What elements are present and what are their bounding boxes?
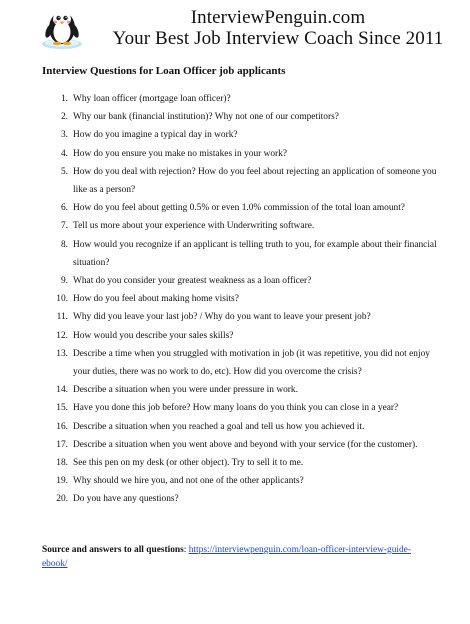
question-number: 19. <box>56 476 68 487</box>
question-number: 5. <box>60 166 68 177</box>
question-item <box>38 126 438 144</box>
question-number: 15. <box>56 403 68 414</box>
question-item <box>38 436 438 454</box>
question-text: Why should we hire you, and not one of the other applicants? <box>73 476 304 487</box>
question-item <box>38 381 438 399</box>
question-item <box>38 90 438 108</box>
question-number: 1. <box>60 94 68 104</box>
question-item <box>38 490 438 508</box>
source-link[interactable]: https://interviewpenguin.com/loan-officer-interview-guide-ebook/ <box>42 545 411 569</box>
question-number: 4. <box>60 148 68 159</box>
question-number: 13. <box>56 348 68 359</box>
question-number: 7. <box>60 221 68 232</box>
question-item <box>38 472 438 490</box>
question-number: 20. <box>56 494 68 505</box>
question-number: 12. <box>56 330 68 341</box>
question-item <box>38 199 438 217</box>
question-item <box>38 327 438 345</box>
question-text: Do you have any questions? <box>73 494 179 505</box>
question-number: 11. <box>56 312 68 323</box>
question-text: Why our bank (financial institution)? Why not one of our competitors? <box>73 112 339 123</box>
question-text: Have you done this job before? How many loans do you think you can close in a year? <box>73 403 399 414</box>
question-item <box>38 454 438 472</box>
question-text: What do you consider your greatest weakness as a loan officer? <box>73 276 312 287</box>
question-number: 2. <box>60 112 68 123</box>
question-item <box>38 217 438 235</box>
question-text: See this pen on my desk (or other object). Try to sell it to me. <box>73 458 304 469</box>
question-text: Tell us more about your experience with Underwriting software. <box>73 221 315 232</box>
question-item <box>38 145 438 163</box>
question-text: Describe a situation when you were under pressure in work. <box>73 385 298 396</box>
question-item <box>38 345 438 381</box>
source-separator: : <box>183 545 189 555</box>
question-number: 10. <box>56 294 68 305</box>
question-text: How do you ensure you make no mistakes in your work? <box>73 148 288 159</box>
question-number: 8. <box>60 239 68 250</box>
question-text: How would you recognize if an applicant is telling truth to you, for example about their financial situation? <box>73 239 437 268</box>
question-item <box>38 290 438 308</box>
question-number: 6. <box>60 203 68 214</box>
question-item <box>38 308 438 326</box>
site-tagline: Your Best Job Interview Coach Since 2011 <box>112 28 444 49</box>
question-text: Describe a situation when you reached a goal and tell us how you achieved it. <box>73 421 365 432</box>
question-number: 17. <box>56 439 68 450</box>
question-number: 9. <box>60 276 68 287</box>
document-title: Interview Questions for Loan Officer job applicants <box>42 65 286 77</box>
question-text: Why did you leave your last job? / Why do you want to leave your present job? <box>73 312 371 323</box>
question-text: How do you imagine a typical day in work? <box>73 130 238 141</box>
question-text: How do you deal with rejection? How do you feel about rejecting an application of someone you like as a person? <box>73 166 437 196</box>
header-text <box>88 8 468 50</box>
question-number: 14. <box>56 385 68 396</box>
question-text: Why loan officer (mortgage loan officer)? <box>73 94 231 104</box>
question-text: How do you feel about getting 0.5% or even 1.0% commission of the total loan amount? <box>73 203 405 214</box>
question-item <box>38 108 438 126</box>
question-number: 16. <box>56 421 68 432</box>
question-text: Describe a time when you struggled with motivation in job (it was repetitive, you did not enjoy your duties, there was no work to do, etc). How did you overcome the crisis? <box>73 348 430 378</box>
question-text: How would you describe your sales skills? <box>73 330 234 341</box>
question-item <box>38 236 438 272</box>
question-text: Describe a situation when you went above and beyond with your service (for the customer). <box>73 439 418 450</box>
question-item <box>38 272 438 290</box>
question-text: How do you feel about making home visits? <box>73 294 239 305</box>
page-header <box>0 2 470 54</box>
question-item <box>38 399 438 417</box>
source-footer <box>42 543 432 571</box>
penguin-icon <box>40 4 84 50</box>
question-item <box>38 163 438 199</box>
question-item <box>38 418 438 436</box>
question-list <box>38 90 438 509</box>
source-label: Source and answers to all questions <box>42 545 184 555</box>
question-number: 3. <box>60 130 68 141</box>
question-number: 18. <box>56 458 68 469</box>
site-name: InterviewPenguin.com <box>190 7 366 28</box>
